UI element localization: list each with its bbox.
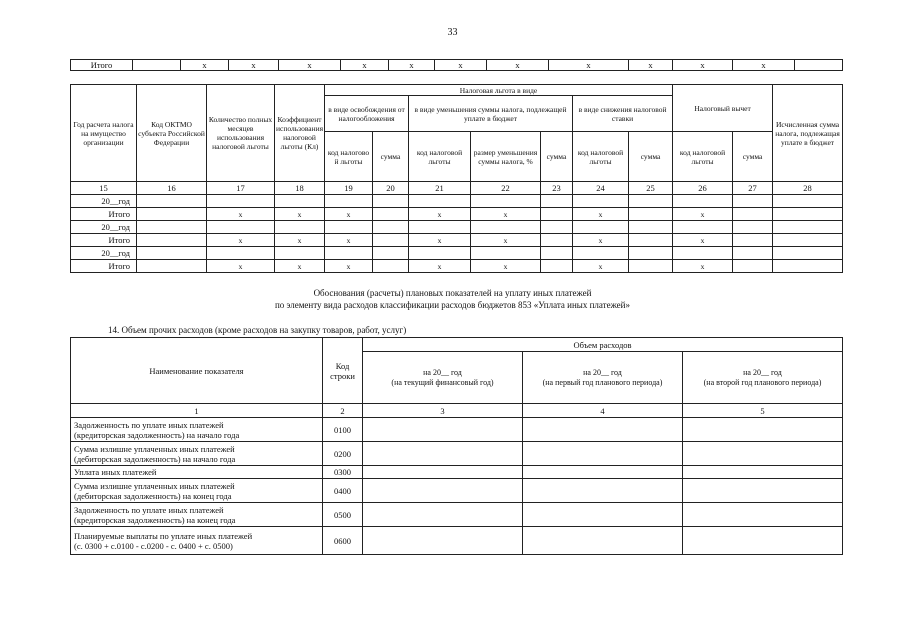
row-label: Итого [71,260,137,273]
row-label: 20__год [71,195,137,208]
header-calculated-tax: Исчисленная сумма налога, подлежащая уплате в бюджет [773,85,843,182]
amount-cell[interactable] [363,442,523,466]
header-reduction: в виде уменьшения суммы налога, подлежащей уплате в бюджет [409,96,573,132]
table-cell [773,221,843,234]
row-label: Итого [71,234,137,247]
table-row [71,260,843,273]
amount-cell[interactable] [683,466,843,479]
table-cell [137,195,207,208]
amount-cell[interactable] [523,479,683,503]
indicator-name-line: (дебиторская задолженность) на начало года [74,453,236,464]
table-cell [629,208,673,221]
amount-cell[interactable] [523,418,683,442]
indicator-name [71,527,323,555]
table-cell: x [409,260,471,273]
section-title: 14. Объем прочих расходов (кроме расходов на закупку товаров, работ, услуг) [108,325,407,335]
totals-cell: x [389,60,435,71]
indicator-name-line: (кредиторская задолженность) на конец года [74,514,236,525]
header-second-plan-year: на 20__ год (на второй год планового периода) [683,352,843,404]
header-volume: Объем расходов [363,338,843,352]
header-sum: сумма [629,132,673,182]
amount-cell[interactable] [523,527,683,555]
row-code: 0200 [323,442,363,466]
table-cell [773,208,843,221]
table-cell [409,221,471,234]
table-cell [629,234,673,247]
table-cell [773,247,843,260]
column-number: 1 [71,404,323,418]
header-first-plan-year: на 20__ год (на первый год планового периода) [523,352,683,404]
table-cell [137,247,207,260]
amount-cell[interactable] [523,503,683,527]
column-number: 4 [523,404,683,418]
header-rate: в виде снижения налоговой ставки [573,96,673,132]
amount-cell[interactable] [683,503,843,527]
totals-cell: x [673,60,733,71]
header-benefit: Налоговая льгота в виде [325,85,673,96]
totals-cell: x [629,60,673,71]
indicator-name [71,418,323,442]
table-cell [373,247,409,260]
table-cell [325,221,373,234]
header-sum: сумма [733,132,773,182]
table-cell [137,208,207,221]
table-cell: x [573,260,629,273]
table-row [71,208,843,221]
table-cell [673,221,733,234]
header-oktmo: Код ОКТМО субъекта Российской Федерации [137,85,207,182]
table-cell [629,221,673,234]
header-months: Количество полных месяцев использования налоговой льготы [207,85,275,182]
table-cell: x [275,208,325,221]
indicator-name [71,466,323,479]
table-cell: x [573,208,629,221]
table-cell [573,221,629,234]
indicator-name-line: Задолженность по уплате иных платежей [74,419,224,430]
section-caption-line-1: Обоснования (расчеты) плановых показателей на уплату иных платежей [313,288,592,298]
column-number: 22 [471,182,541,195]
table-cell: x [471,260,541,273]
table-row [71,234,843,247]
table-cell: x [409,234,471,247]
row-code: 0100 [323,418,363,442]
amount-cell[interactable] [683,527,843,555]
column-number: 5 [683,404,843,418]
header-code-benefit: код налоговой льготы [573,132,629,182]
table-cell: x [275,260,325,273]
amount-cell[interactable] [363,418,523,442]
totals-cell: x [487,60,549,71]
table-cell: x [207,208,275,221]
header-exemption: в виде освобождения от налогообложения [325,96,409,132]
table-cell [773,260,843,273]
table-cell [773,234,843,247]
column-number: 17 [207,182,275,195]
indicator-name-line: Сумма излишне уплаченных иных платежей [74,443,235,454]
totals-cell: x [341,60,389,71]
amount-cell[interactable] [363,479,523,503]
table-cell [137,260,207,273]
totals-cell [133,60,181,71]
table-cell [541,260,573,273]
table-cell [409,247,471,260]
row-label: Итого [71,208,137,221]
header-year: Год расчета налога на имущество организации [71,85,137,182]
totals-cell: x [181,60,229,71]
section-caption-line-2: по элементу вида расходов классификации расходов бюджетов 853 «Уплата иных платежей» [274,300,630,310]
table-cell: x [673,260,733,273]
table-row [71,442,843,466]
header-reduction-size: размер уменьшения суммы налога, % [471,132,541,182]
amount-cell[interactable] [523,466,683,479]
table-cell: x [409,208,471,221]
table-cell [773,195,843,208]
table-cell [733,221,773,234]
column-number: 25 [629,182,673,195]
table-cell: x [325,260,373,273]
table-cell [373,208,409,221]
table-cell [541,221,573,234]
indicator-name-line: Сумма излишне уплаченных иных платежей [74,480,235,491]
carryover-totals-table [70,59,843,71]
table-cell [207,221,275,234]
totals-row [71,60,843,71]
tax-benefit-table [70,84,843,273]
table-cell [733,195,773,208]
indicator-name-line: (с. 0300 + с.0100 - с.0200 - с. 0400 + с. 0500) [74,540,233,551]
amount-cell[interactable] [523,442,683,466]
table-row [71,503,843,527]
header-deduction: Налоговый вычет [673,85,773,132]
table-cell [629,260,673,273]
column-number: 20 [373,182,409,195]
row-code: 0600 [323,527,363,555]
header-sum: сумма [541,132,573,182]
table-cell [275,221,325,234]
table-cell [541,247,573,260]
header-code-benefit: код налоговой льготы [409,132,471,182]
table-cell [373,195,409,208]
indicator-name-line: Планируемые выплаты по уплате иных платежей [74,530,253,541]
column-number: 26 [673,182,733,195]
row-code: 0400 [323,479,363,503]
amount-cell[interactable] [363,503,523,527]
table-cell [541,234,573,247]
header-code-deduction: код налоговой льготы [673,132,733,182]
row-label: 20__год [71,221,137,234]
column-number-row [71,404,843,418]
column-number: 2 [323,404,363,418]
header-code-benefit: код налогово й льготы [325,132,373,182]
column-number: 28 [773,182,843,195]
indicator-name-line: Уплата иных платежей [74,467,157,477]
table-cell: x [325,208,373,221]
amount-cell[interactable] [683,442,843,466]
amount-cell[interactable] [683,418,843,442]
totals-cell [795,60,843,71]
column-number: 21 [409,182,471,195]
table-cell [207,195,275,208]
table-cell [541,208,573,221]
table-cell [373,221,409,234]
table-cell [275,247,325,260]
table-cell [471,195,541,208]
header-coefficient: Коэффициент использования налоговой льготы (Кл) [275,85,325,182]
amount-cell[interactable] [363,527,523,555]
column-number: 23 [541,182,573,195]
other-expenses-table [70,337,843,555]
column-number: 18 [275,182,325,195]
header-indicator-name: Наименование показателя [71,338,323,404]
table-row [71,247,843,260]
totals-cell: x [733,60,795,71]
indicator-name [71,503,323,527]
table-cell: x [207,260,275,273]
table-cell: x [573,234,629,247]
column-number-row [71,182,843,195]
header-row-code: Код строки [323,338,363,404]
table-cell: x [471,208,541,221]
table-row [71,221,843,234]
row-label: 20__год [71,247,137,260]
table-cell [137,234,207,247]
table-cell [325,247,373,260]
table-row [71,418,843,442]
table-row [71,527,843,555]
table-cell: x [325,234,373,247]
column-number: 27 [733,182,773,195]
table-cell: x [673,208,733,221]
table-cell [673,195,733,208]
table-cell: x [471,234,541,247]
totals-cell: x [229,60,279,71]
table-cell [629,195,673,208]
page-number: 33 [447,27,458,38]
column-number: 15 [71,182,137,195]
totals-cell: x [549,60,629,71]
table-cell [471,247,541,260]
indicator-name-line: (кредиторская задолженность) на начало года [74,429,240,440]
table-cell [325,195,373,208]
table-cell: x [207,234,275,247]
table-cell [275,195,325,208]
table-cell [373,260,409,273]
table-cell [207,247,275,260]
column-number: 24 [573,182,629,195]
table-cell [673,247,733,260]
table-cell [733,208,773,221]
amount-cell[interactable] [363,466,523,479]
table-row [71,466,843,479]
table-cell [137,221,207,234]
indicator-name-line: (дебиторская задолженность) на конец года [74,490,232,501]
table-cell: x [673,234,733,247]
table-cell [629,247,673,260]
table-cell [373,234,409,247]
table-cell [541,195,573,208]
column-number: 19 [325,182,373,195]
table-row [71,479,843,503]
table-cell [733,260,773,273]
table-cell [573,247,629,260]
table-cell [733,234,773,247]
table-row [71,195,843,208]
column-number: 3 [363,404,523,418]
table-cell: x [275,234,325,247]
column-number: 16 [137,182,207,195]
amount-cell[interactable] [683,479,843,503]
totals-cell: x [279,60,341,71]
header-current-year: на 20__ год (на текущий финансовый год) [363,352,523,404]
row-code: 0300 [323,466,363,479]
table-cell [573,195,629,208]
row-code: 0500 [323,503,363,527]
indicator-name [71,442,323,466]
totals-cell: x [435,60,487,71]
table-cell [471,221,541,234]
header-sum: сумма [373,132,409,182]
indicator-name [71,479,323,503]
table-cell [733,247,773,260]
indicator-name-line: Задолженность по уплате иных платежей [74,504,224,515]
totals-label: Итого [71,60,133,71]
table-cell [409,195,471,208]
